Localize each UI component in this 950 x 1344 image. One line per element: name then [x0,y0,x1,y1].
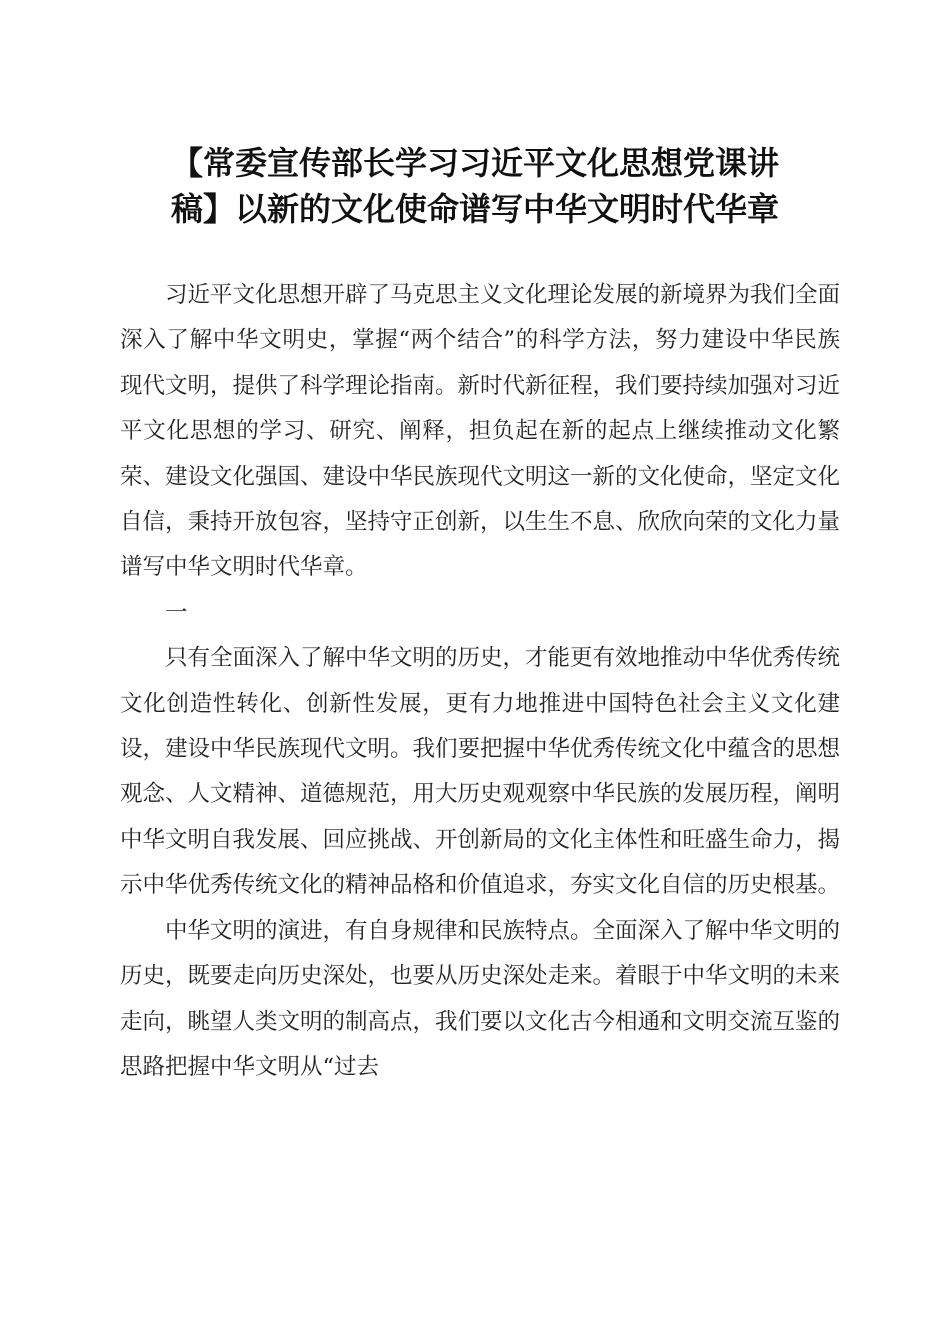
paragraph-section-1-b: 中华文明的演进，有自身规律和民族特点。全面深入了解中华文明的历史，既要走向历史深处，也要从历史深处走来。着眼于中华文明的未来走向，眺望人类文明的制高点，我们要以文化古今相通和文明交流互鉴的思路把握中华文明从“过去 [120,917,841,1080]
document-body [120,273,840,1090]
section-heading-one: 一 [165,599,188,626]
title-line-2: 稿】以新的文化使命谱写中华文明时代华章 [170,190,779,228]
title-line-1: 【常委宣传部长学习习近平文化思想党课讲 [170,144,779,182]
document-title [100,140,850,232]
paragraph-section-1-a: 只有全面深入了解中华文明的历史，才能更有效地推动中华优秀传统文化创造性转化、创新性发展，更有力地推进中国特色社会主义文化建设，建设中华民族现代文明。我们要把握中华优秀传统文化中蕴含的思想观念、人文精神、道德规范，用大历史观观察中华民族的发展历程，阐明中华文明自我发展、回应挑战、开创新局的文化主体性和旺盛生命力，揭示中华优秀传统文化的精神品格和价值追求，夯实文化自信的历史根基。 [120,645,841,899]
paragraph-intro: 习近平文化思想开辟了马克思主义文化理论发展的新境界为我们全面深入了解中华文明史，掌握“两个结合”的科学方法，努力建设中华民族现代文明，提供了科学理论指南。新时代新征程，我们要持续加强对习近平文化思想的学习、研究、阐释，担负起在新的起点上继续推动文化繁荣、建设文化强国、建设中华民族现代文明这一新的文化使命，坚定文化自信，秉持开放包容，坚持守正创新，以生生不息、欣欣向荣的文化力量谱写中华文明时代华章。 [120,282,841,581]
